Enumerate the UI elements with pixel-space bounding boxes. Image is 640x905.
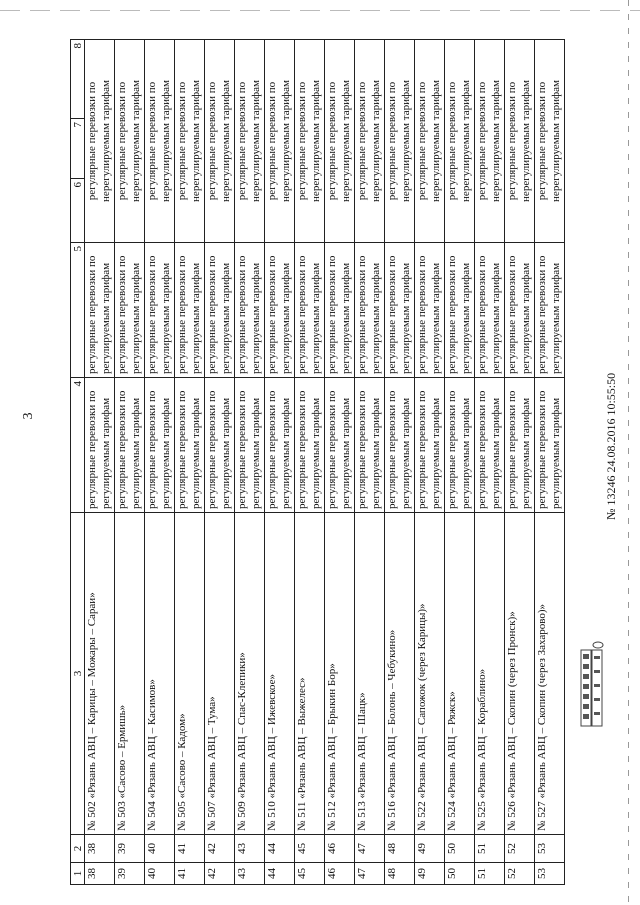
row-number: 52 — [505, 863, 535, 885]
transport-type-cell: регулярные перевозки по регулируемым тарифам — [235, 243, 265, 378]
table-row — [355, 40, 385, 885]
row-number: 43 — [235, 863, 265, 885]
row-number: 44 — [265, 863, 295, 885]
transport-type-cell: регулярные перевозки по регулируемым тарифам — [85, 378, 115, 513]
transport-type-cell: регулярные перевозки по регулируемым тарифам — [295, 243, 325, 378]
route-number: 46 — [325, 835, 355, 863]
row-number: 38 — [85, 863, 115, 885]
transport-type-cell: регулярные перевозки по нерегулируемым тарифам — [205, 40, 235, 243]
transport-type-cell: регулярные перевозки по регулируемым тарифам — [145, 378, 175, 513]
rotated-table-container — [70, 40, 584, 885]
transport-type-cell: регулярные перевозки по нерегулируемым тарифам — [535, 40, 565, 243]
transport-type-cell: регулярные перевозки по регулируемым тарифам — [295, 378, 325, 513]
route-name: № 510 «Рязань АВЦ – Ижевское» — [265, 513, 295, 835]
transport-type-cell: регулярные перевозки по регулируемым тарифам — [415, 243, 445, 378]
transport-type-cell: регулярные перевозки по регулируемым тарифам — [445, 243, 475, 378]
transport-type-cell: регулярные перевозки по регулируемым тарифам — [325, 243, 355, 378]
transport-type-cell: регулярные перевозки по регулируемым тарифам — [205, 378, 235, 513]
route-name: № 502 «Рязань АВЦ – Карицы – Можары – Сараи» — [85, 513, 115, 835]
transport-type-cell: регулярные перевозки по регулируемым тарифам — [385, 243, 415, 378]
header-row — [71, 40, 85, 885]
transport-type-cell: регулярные перевозки по нерегулируемым тарифам — [175, 40, 205, 243]
header-cell: 3 — [71, 513, 85, 835]
transport-type-cell: регулярные перевозки по нерегулируемым тарифам — [415, 40, 445, 243]
route-number: 40 — [145, 835, 175, 863]
row-number: 49 — [415, 863, 445, 885]
route-name: № 513 «Рязань АВЦ – Шацк» — [355, 513, 385, 835]
transport-type-cell: регулярные перевозки по нерегулируемым тарифам — [355, 40, 385, 243]
header-cell: 7 — [71, 119, 85, 179]
table-row — [385, 40, 415, 885]
transport-type-cell: регулярные перевозки по нерегулируемым тарифам — [115, 40, 145, 243]
header-cell: 8 — [71, 40, 85, 119]
transport-type-cell: регулярные перевозки по регулируемым тарифам — [145, 243, 175, 378]
table-row — [475, 40, 505, 885]
route-number: 52 — [505, 835, 535, 863]
transport-type-cell: регулярные перевозки по регулируемым тарифам — [355, 378, 385, 513]
row-number: 47 — [355, 863, 385, 885]
transport-type-cell: регулярные перевозки по нерегулируемым тарифам — [265, 40, 295, 243]
route-number: 39 — [115, 835, 145, 863]
header-cell: 1 — [71, 863, 85, 885]
table-row — [265, 40, 295, 885]
transport-type-cell: регулярные перевозки по нерегулируемым тарифам — [235, 40, 265, 243]
route-number: 49 — [415, 835, 445, 863]
route-name: № 503 «Сасово – Ермишь» — [115, 513, 145, 835]
transport-type-cell: регулярные перевозки по регулируемым тарифам — [235, 378, 265, 513]
transport-type-cell: регулярные перевозки по регулируемым тарифам — [85, 243, 115, 378]
route-number: 50 — [445, 835, 475, 863]
route-name: № 505 «Сасово – Кадом» — [175, 513, 205, 835]
header-cell: 6 — [71, 179, 85, 243]
transport-type-cell: регулярные перевозки по нерегулируемым тарифам — [325, 40, 355, 243]
transport-type-cell: регулярные перевозки по регулируемым тарифам — [265, 243, 295, 378]
scan-right-edge — [628, 0, 629, 905]
transport-type-cell: регулярные перевозки по нерегулируемым тарифам — [445, 40, 475, 243]
route-name: № 525 «Рязань АВЦ – Кораблино» — [475, 513, 505, 835]
route-name: № 522 «Рязань АВЦ – Сапожок (через Карицы)» — [415, 513, 445, 835]
transport-type-cell: регулярные перевозки по регулируемым тарифам — [475, 378, 505, 513]
transport-type-cell: регулярные перевозки по регулируемым тарифам — [535, 243, 565, 378]
transport-type-cell: регулярные перевозки по регулируемым тарифам — [175, 243, 205, 378]
table-row — [205, 40, 235, 885]
row-number: 51 — [475, 863, 505, 885]
route-name: № 512 «Рязань АВЦ – Брыкин Бор» — [325, 513, 355, 835]
table-row — [325, 40, 355, 885]
route-number: 47 — [355, 835, 385, 863]
transport-type-cell: регулярные перевозки по регулируемым тарифам — [415, 378, 445, 513]
transport-type-cell: регулярные перевозки по регулируемым тарифам — [475, 243, 505, 378]
transport-type-cell: регулярные перевозки по регулируемым тарифам — [265, 378, 295, 513]
row-number: 40 — [145, 863, 175, 885]
routes-table — [70, 39, 565, 885]
header-cell: 4 — [71, 378, 85, 513]
route-number: 51 — [475, 835, 505, 863]
route-number: 45 — [295, 835, 325, 863]
row-number: 41 — [175, 863, 205, 885]
route-name: № 511 «Рязань АВЦ – Выжелес» — [295, 513, 325, 835]
route-name: № 526 «Рязань АВЦ – Скопин (через Пронск)» — [505, 513, 535, 835]
route-number: 48 — [385, 835, 415, 863]
table-row — [505, 40, 535, 885]
transport-type-cell: регулярные перевозки по регулируемым тарифам — [325, 378, 355, 513]
table-row — [175, 40, 205, 885]
scan-edge-line — [0, 10, 640, 11]
transport-type-cell: регулярные перевозки по регулируемым тарифам — [175, 378, 205, 513]
route-name: № 516 «Рязань АВЦ – Болонь – Чебукино» — [385, 513, 415, 835]
row-number: 42 — [205, 863, 235, 885]
document-registration-number: № 13246 24.08.2016 10:55:50 — [604, 372, 618, 520]
table-row — [235, 40, 265, 885]
transport-type-cell: регулярные перевозки по нерегулируемым тарифам — [85, 40, 115, 243]
transport-type-cell: регулярные перевозки по регулируемым тарифам — [115, 243, 145, 378]
transport-type-cell: регулярные перевозки по нерегулируемым тарифам — [295, 40, 325, 243]
registration-stamp-icon — [578, 640, 606, 735]
transport-type-cell: регулярные перевозки по регулируемым тарифам — [505, 378, 535, 513]
route-name: № 509 «Рязань АВЦ – Спас-Клепики» — [235, 513, 265, 835]
route-name: № 504 «Рязань АВЦ – Касимов» — [145, 513, 175, 835]
table-row — [115, 40, 145, 885]
route-number: 43 — [235, 835, 265, 863]
row-number: 53 — [535, 863, 565, 885]
table-row — [535, 40, 565, 885]
table-row — [145, 40, 175, 885]
row-number: 50 — [445, 863, 475, 885]
row-number: 46 — [325, 863, 355, 885]
route-number: 38 — [85, 835, 115, 863]
transport-type-cell: регулярные перевозки по нерегулируемым тарифам — [475, 40, 505, 243]
transport-type-cell: регулярные перевозки по регулируемым тарифам — [505, 243, 535, 378]
table-row — [85, 40, 115, 885]
route-name: № 524 «Рязань АВЦ – Ряжск» — [445, 513, 475, 835]
table-row — [445, 40, 475, 885]
route-name: № 527 «Рязань АВЦ – Скопин (через Захарово)» — [535, 513, 565, 835]
transport-type-cell: регулярные перевозки по регулируемым тарифам — [355, 243, 385, 378]
header-cell: 5 — [71, 243, 85, 378]
transport-type-cell: регулярные перевозки по нерегулируемым тарифам — [145, 40, 175, 243]
row-number: 45 — [295, 863, 325, 885]
transport-type-cell: регулярные перевозки по нерегулируемым тарифам — [385, 40, 415, 243]
route-number: 41 — [175, 835, 205, 863]
table-row — [295, 40, 325, 885]
transport-type-cell: регулярные перевозки по регулируемым тарифам — [385, 378, 415, 513]
transport-type-cell: регулярные перевозки по нерегулируемым тарифам — [505, 40, 535, 243]
page-number: 3 — [21, 412, 36, 420]
route-number: 42 — [205, 835, 235, 863]
row-number: 48 — [385, 863, 415, 885]
header-cell: 2 — [71, 835, 85, 863]
transport-type-cell: регулярные перевозки по регулируемым тарифам — [445, 378, 475, 513]
route-number: 44 — [265, 835, 295, 863]
table-row — [415, 40, 445, 885]
route-number: 53 — [535, 835, 565, 863]
transport-type-cell: регулярные перевозки по регулируемым тарифам — [115, 378, 145, 513]
row-number: 39 — [115, 863, 145, 885]
transport-type-cell: регулярные перевозки по регулируемым тарифам — [535, 378, 565, 513]
route-name: № 507 «Рязань АВЦ – Тума» — [205, 513, 235, 835]
transport-type-cell: регулярные перевозки по регулируемым тарифам — [205, 243, 235, 378]
